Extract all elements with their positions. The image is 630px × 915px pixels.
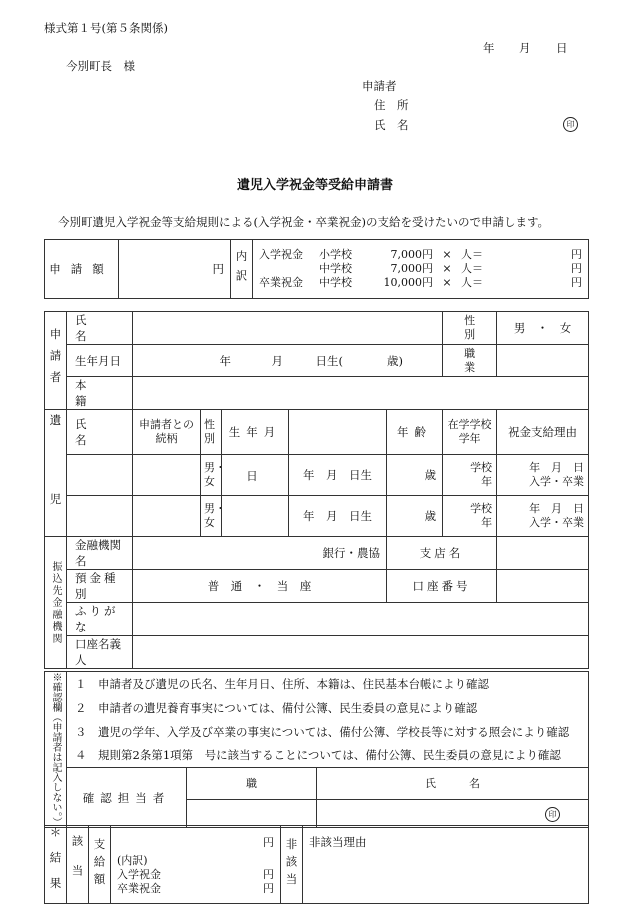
child-section-label: 遺 児 xyxy=(48,413,63,533)
child-age-header: 年齢 xyxy=(397,425,433,439)
confirm-item: １ 申請者及び遺児の氏名、生年月日、住所、本籍は、住民基本台帳により確認 xyxy=(67,672,589,696)
deposit-type-label: 預金種別 xyxy=(75,571,119,601)
applicant-job-label: 職業 xyxy=(464,346,476,374)
result-section-label: ＊結果 xyxy=(48,826,63,903)
applicant-domicile-label: 本 籍 xyxy=(75,378,118,408)
child-relation-header: 申請者との続柄 xyxy=(139,418,194,445)
confirm-post-label: 職 xyxy=(246,776,257,790)
result-table xyxy=(44,825,589,904)
child-sex-field[interactable]: 男・女 xyxy=(204,502,226,529)
confirm-name-label: 氏 名 xyxy=(425,776,480,790)
bank-institution-label: 金融機関名 xyxy=(75,538,121,568)
confirm-item: ３ 遺児の学年、入学及び卒業の事実については、備付公簿、学校長等に対する照会により確認 xyxy=(67,720,589,744)
furigana-field[interactable] xyxy=(133,603,589,636)
furigana-label: ふりがな xyxy=(75,604,119,634)
applicant-name-label: 氏 名 xyxy=(75,313,118,343)
form-title: 遺児入学祝金等受給申請書 xyxy=(236,178,393,193)
applicant-name-field[interactable] xyxy=(133,312,443,345)
pay-amount-field[interactable]: 円 (内訳) 入学祝金 円 卒業祝金 円 xyxy=(111,826,281,904)
child-birth-field[interactable]: 年 月 日生 xyxy=(289,455,387,496)
bank-branch-label: 支店名 xyxy=(419,546,464,560)
address-label: 住 所 xyxy=(374,98,409,112)
child-name-field[interactable] xyxy=(67,496,133,537)
confirm-post-field[interactable] xyxy=(187,800,317,828)
amount-label: 申請額 xyxy=(49,262,114,276)
breakdown-label: 内訳 xyxy=(234,249,249,289)
form-number: 様式第１号(第５条関係) xyxy=(44,21,168,35)
breakdown-row: 卒業祝金 中学校 10,000円 × 人＝ 円 xyxy=(259,276,582,289)
applicant-birth-label: 生年月日 xyxy=(75,353,121,368)
child-age-field[interactable]: 歳 xyxy=(387,496,443,537)
child-relation-field[interactable] xyxy=(133,496,201,537)
date-year: 年 xyxy=(483,41,495,55)
child-birth-header: 生年月日 xyxy=(228,425,282,483)
name-label: 氏 名 xyxy=(374,118,409,132)
applicant-sex-options[interactable]: 男 ・ 女 xyxy=(497,312,589,345)
applicant-label: 申請者 xyxy=(362,79,397,93)
pay-amount-label: 支給額 xyxy=(92,838,107,891)
child-row xyxy=(45,496,589,537)
account-holder-field[interactable] xyxy=(133,636,589,669)
intro-text: 今別町遺児入学祝金等支給規則による(入学祝金・卒業祝金)の支給を受けたいので申請します。 xyxy=(58,215,550,229)
bank-branch-field[interactable] xyxy=(497,537,589,570)
deposit-type-options[interactable]: 普 通 ・ 当 座 xyxy=(133,570,387,603)
amount-value-field[interactable]: 円 xyxy=(119,240,231,299)
applicant-job-field[interactable] xyxy=(497,345,589,377)
bank-institution-field[interactable]: 銀行・農協 xyxy=(133,537,387,570)
applicant-sex-label: 性別 xyxy=(464,314,476,341)
seal-mark: 印 xyxy=(563,117,578,132)
child-school-field[interactable]: 学校 年 xyxy=(443,496,497,537)
addressee: 今別町長 様 xyxy=(66,59,135,73)
child-row xyxy=(45,455,589,496)
applicant-birth-field[interactable]: 年 月 日生( 歳) xyxy=(133,345,443,377)
confirm-item: ４ 規則第2条第1項第 号に該当することについては、備付公簿、民生委員の意見により確認 xyxy=(67,744,589,768)
child-sex-field[interactable]: 男・女 xyxy=(204,461,226,488)
account-holder-label: 口座名義人 xyxy=(75,637,121,667)
confirm-section-label: ※確認欄（申請者は記入しない。） xyxy=(50,672,61,827)
confirm-staff-label: 確認担当者 xyxy=(82,790,171,805)
amount-table xyxy=(44,239,589,299)
child-birth-field[interactable]: 年 月 日生 xyxy=(289,496,387,537)
child-reason-field[interactable]: 年 月 日 入学・卒業 xyxy=(497,496,589,537)
date-month: 月 xyxy=(519,41,531,55)
not-eligible-reason-field[interactable]: 非該当理由 xyxy=(303,826,589,904)
eligible-label: 該当 xyxy=(70,834,85,894)
not-eligible-label: 非該当 xyxy=(284,838,299,891)
child-reason-header: 祝金支給理由 xyxy=(508,425,578,439)
bank-section-label: 振込先金融機関 xyxy=(50,560,61,645)
confirm-seal-mark: 印 xyxy=(545,807,560,822)
child-relation-field[interactable] xyxy=(133,455,201,496)
confirm-name-field[interactable] xyxy=(317,800,589,828)
child-school-header: 在学学校学年 xyxy=(447,418,492,445)
child-age-field[interactable]: 歳 xyxy=(387,455,443,496)
child-school-field[interactable]: 学校 年 xyxy=(443,455,497,496)
account-number-label: 口座番号 xyxy=(412,579,471,593)
date-day: 日 xyxy=(556,41,568,55)
confirmation-table xyxy=(44,671,589,828)
breakdown-row: 入学祝金 小学校 7,000円 × 人＝ 円 xyxy=(259,248,582,261)
confirm-item: ２ 申請者の遺児養育事実については、備付公簿、民生委員の意見により確認 xyxy=(67,696,589,720)
applicant-domicile-field[interactable] xyxy=(133,377,589,410)
child-name-header: 氏 名 xyxy=(75,417,128,447)
child-reason-field[interactable]: 年 月 日 入学・卒業 xyxy=(497,455,589,496)
main-table xyxy=(44,311,589,669)
breakdown-row: 中学校 7,000円 × 人＝ 円 xyxy=(319,262,582,275)
breakdown-cell xyxy=(253,240,589,299)
child-name-field[interactable] xyxy=(67,455,133,496)
account-number-field[interactable] xyxy=(497,570,589,603)
applicant-section-label: 申請者 xyxy=(48,328,63,393)
child-sex-header: 性別 xyxy=(204,418,215,445)
